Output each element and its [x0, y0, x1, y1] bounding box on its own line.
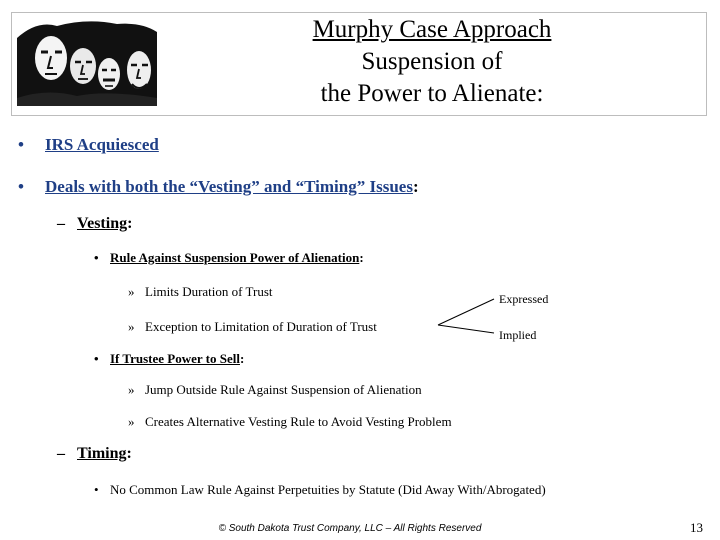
sub-marker: »: [128, 284, 135, 299]
bullet-marker: •: [94, 250, 99, 265]
implied-label: Implied: [499, 328, 537, 342]
bullet-irs-acquiesced: [45, 135, 159, 155]
deals-with-suffix: :: [412, 177, 419, 196]
slide-title: [232, 14, 632, 110]
bullet-marker: •: [94, 351, 99, 366]
trustee-power-text: If Trustee Power to Sell: [110, 351, 240, 366]
timing-heading: [77, 445, 132, 463]
vesting-suffix: :: [127, 215, 133, 232]
sub-marker: »: [128, 319, 135, 334]
dash-marker: –: [57, 445, 65, 462]
timing-label: Timing: [77, 445, 127, 462]
bullet-marker: •: [18, 135, 24, 154]
deals-with-text: Deals with both the “Vesting” and “Timing” Issues: [45, 177, 413, 196]
exception-text: Exception to Limitation of Duration of Trust: [145, 319, 377, 334]
vesting-label: Vesting: [77, 215, 128, 232]
bullet-deals-with: [45, 177, 419, 197]
trustee-power-suffix: :: [239, 351, 245, 366]
rule-against-text: Rule Against Suspension Power of Alienation: [110, 250, 360, 265]
sub-marker: »: [128, 414, 135, 429]
creates-alternative-text: Creates Alternative Vesting Rule to Avoid Vesting Problem: [145, 414, 452, 429]
limits-duration-text: Limits Duration of Trust: [145, 284, 273, 299]
expressed-label: Expressed: [499, 292, 549, 306]
irs-acquiesced-text: IRS Acquiesced: [45, 135, 159, 154]
sub-marker: »: [128, 382, 135, 397]
title-line-3: the Power to Alienate:: [320, 80, 544, 107]
title-line-1: Murphy Case Approach: [312, 16, 552, 43]
rule-against-suffix: :: [359, 250, 364, 265]
rule-against-item: [110, 250, 364, 266]
dash-marker: –: [57, 215, 65, 232]
title-line-2: Suspension of: [361, 48, 503, 75]
mount-rushmore-logo: [17, 18, 157, 106]
vesting-heading: [77, 215, 132, 233]
page-number: 13: [690, 520, 703, 535]
footer-copyright: © South Dakota Trust Company, LLC – All Rights Reserved: [218, 523, 482, 534]
timing-suffix: :: [126, 445, 132, 462]
branch-connector: [436, 296, 496, 336]
bullet-marker: •: [94, 482, 99, 497]
no-common-law-text: No Common Law Rule Against Perpetuities by Statute (Did Away With/Abrogated): [110, 482, 546, 497]
trustee-power-item: [110, 351, 244, 367]
jump-outside-text: Jump Outside Rule Against Suspension of Alienation: [145, 382, 422, 397]
bullet-marker: •: [18, 177, 24, 196]
